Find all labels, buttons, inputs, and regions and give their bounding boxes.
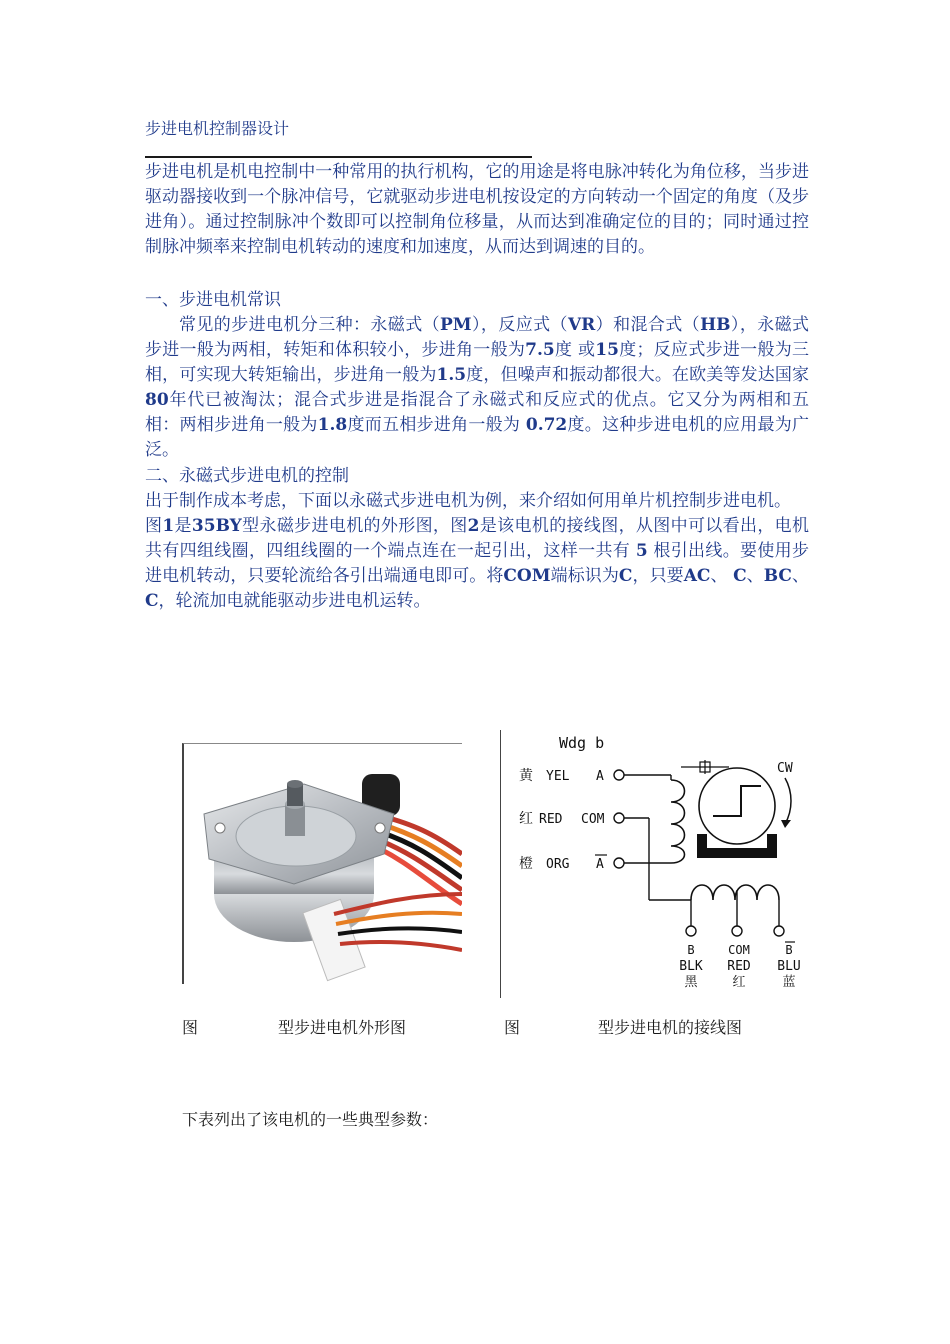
fig1-caption-text: 型步进电机外形图 — [278, 1018, 407, 1037]
diagram-title: Wdg b — [559, 734, 605, 752]
intro-section — [145, 160, 809, 260]
section2 — [145, 464, 809, 614]
table-intro: 下表列出了该电机的一些典型参数： — [182, 1110, 439, 1129]
pin-b1-cn: 黑 — [684, 975, 698, 990]
section2-heading: 二、永磁式步进电机的控制 — [145, 466, 349, 486]
row-yel-cn: 黄 — [519, 768, 533, 784]
row-red-cn: 红 — [519, 811, 533, 827]
row-yel-en: YEL — [546, 769, 570, 784]
pin-com-en: RED — [727, 959, 751, 974]
cw-label: CW — [777, 761, 793, 776]
fig2-caption-prefix: 图 — [504, 1018, 521, 1037]
stepper-motor-illustration — [184, 744, 462, 984]
section1 — [145, 288, 809, 463]
fig1-caption-prefix: 图 — [182, 1018, 199, 1037]
pin-b1-en: BLK — [679, 959, 703, 974]
pin-com: COM — [728, 943, 750, 957]
wiring-diagram-svg — [501, 730, 811, 998]
section1-heading: 一、步进电机常识 — [145, 290, 281, 310]
title-rule — [145, 156, 532, 158]
section1-paragraph: 常见的步进电机分三种：永磁式（PM），反应式（VR）和混合式（HB），永磁式步进一般为两相，转矩和体积较小，步进角一般为7.5度 或15度；反应式步进一般为三相，可实现大转矩输出，步进角一般为1.5度，但噪声和振动都很大。在欧美等发达国家80年代已被淘汰；混合式步进是指混合了永磁式和反应式的优点。它又分为两相和五相：两相步进角一般为1.8度而五相步进角一般为 0.72度。这种步进电机的应用最为广泛。 — [145, 315, 810, 460]
pin-b2-en: BLU — [777, 959, 801, 974]
pin-com-cn: 红 — [732, 975, 746, 990]
wiring-diagram — [500, 730, 811, 998]
pin-b1: B — [687, 943, 695, 957]
pin-b2: B — [785, 943, 793, 957]
page-title: 步进电机控制器设计 — [145, 119, 290, 138]
row-red-pin: COM — [581, 812, 605, 827]
row-org-en: ORG — [546, 857, 570, 872]
row-yel-pin: A — [596, 769, 604, 784]
pin-b2-cn: 蓝 — [782, 975, 796, 990]
section2-paragraph-1: 出于制作成本考虑，下面以永磁式步进电机为例，来介绍如何用单片机控制步进电机。 — [145, 491, 791, 511]
row-red-en: RED — [539, 812, 563, 827]
motor-photo — [182, 743, 462, 984]
row-org-pin: A — [596, 857, 604, 872]
intro-paragraph: 步进电机是机电控制中一种常用的执行机构，它的用途是将电脉冲转化为角位移，当步进驱动器接收到一个脉冲信号，它就驱动步进电机按设定的方向转动一个固定的角度（及步进角）。通过控制脉冲个数即可以控制角位移量，从而达到准确定位的目的；同时通过控制脉冲频率来控制电机转动的速度和加速度，从而达到调速的目的。 — [145, 162, 809, 257]
fig2-caption-text: 型步进电机的接线图 — [598, 1018, 743, 1037]
row-org-cn: 橙 — [519, 856, 533, 872]
section2-paragraph-2: 图1是35BY型永磁步进电机的外形图，图2是该电机的接线图，从图中可以看出，电机共有四组线圈，四组线圈的一个端点连在一起引出，这样一共有 5 根引出线。要使用步进电机转动，只要轮流给各引出端通电即可。将COM端标识为C，只要AC、 C、BC、 C，轮流加电就能驱动步进电机运转。 — [145, 516, 810, 611]
